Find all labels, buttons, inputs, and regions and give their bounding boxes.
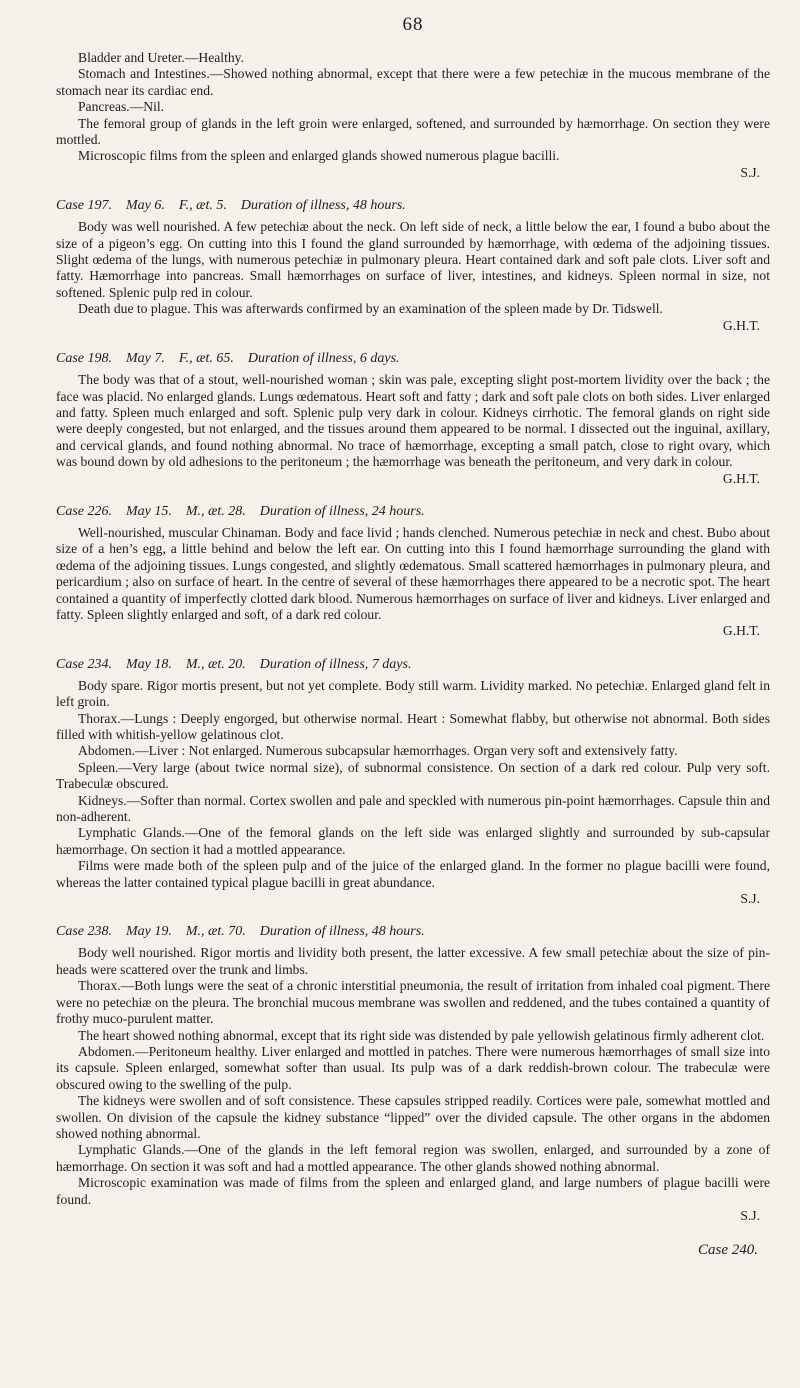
case-duration: Duration of illness, 24 hours. bbox=[259, 503, 425, 519]
case-sex-age: M., æt. 20. bbox=[185, 656, 246, 672]
case-num: Case 198. bbox=[56, 351, 112, 367]
paragraph: Death due to plague. This was afterwards confirmed by an examination of the spleen made by Dr. Tidswell. bbox=[78, 301, 663, 317]
paragraph: The heart showed nothing abnormal, except that its right side was distended by pale yellowish gelatinous firmly adherent clot. bbox=[78, 1027, 765, 1043]
paragraph: The femoral group of glands in the left groin were enlarged, softened, and surrounded by hæmorrhage. On section they were mottled. bbox=[56, 115, 770, 148]
page-body bbox=[56, 50, 770, 1224]
author-initials: S.J. bbox=[740, 1207, 760, 1223]
author-initials: G.H.T. bbox=[722, 623, 760, 639]
next-case-heading: Case 240. bbox=[698, 1242, 758, 1259]
case-date: May 19. bbox=[126, 924, 172, 940]
case-date: May 6. bbox=[126, 198, 165, 214]
case-heading bbox=[56, 350, 770, 368]
author-initials: S.J. bbox=[740, 164, 760, 180]
case-num: Case 234. bbox=[56, 656, 112, 672]
case-sex-age: F., æt. 5. bbox=[178, 198, 227, 214]
author-initials: G.H.T. bbox=[722, 317, 760, 333]
case-duration: Duration of illness, 48 hours. bbox=[259, 924, 425, 940]
paragraph: Body spare. Rigor mortis present, but not yet complete. Body still warm. Lividity marked. No petechiæ. Enlarged gland felt in left groin. bbox=[56, 677, 770, 710]
paragraph: Kidneys.—Softer than normal. Cortex swollen and pale and speckled with numerous pin-point hæmorrhages. Capsule thin and non-adherent. bbox=[56, 792, 770, 825]
case-date: May 7. bbox=[126, 351, 165, 367]
paragraph: Microscopic examination was made of films from the spleen and enlarged gland, and large numbers of plague bacilli were found. bbox=[56, 1175, 770, 1207]
paragraph: Lymphatic Glands.—One of the glands in the left femoral region was swollen, enlarged, and surrounded by a zone of hæmorrhage. On section it was soft and had a mottled appearance. The other glands showed nothing abnormal. bbox=[56, 1142, 770, 1174]
page-number: 68 bbox=[402, 14, 424, 35]
paragraph: Abdomen.—Peritoneum healthy. Liver enlarged and mottled in patches. There were numerous hæmorrhages of small size into its capsule. Spleen enlarged, somewhat softer than usual. Its pulp was of a dark reddish-brown colour. The trabeculæ were obscured owing to the swelling of the pulp. bbox=[56, 1043, 770, 1092]
paragraph: Thorax.—Lungs : Deeply engorged, but otherwise normal. Heart : Somewhat flabby, but otherwise not abnormal. Both sides filled with whitish-yellow gelatinous clot. bbox=[56, 710, 770, 742]
case-date: May 15. bbox=[126, 503, 172, 519]
paragraph: Thorax.—Both lungs were the seat of a chronic interstitial pneumonia, the result of irritation from inhaled coal pigment. There were no petechiæ on the pleura. The bronchial mucous membrane was swollen and reddened, and the tubes contained a quantity of frothy muco-purulent matter. bbox=[56, 978, 770, 1027]
paragraph: Abdomen.—Liver : Not enlarged. Numerous subcapsular hæmorrhages. Organ very soft and extensively fatty. bbox=[78, 743, 678, 759]
author-initials: G.H.T. bbox=[722, 470, 760, 486]
case-sex-age: F., æt. 65. bbox=[178, 351, 234, 367]
document-page bbox=[56, 14, 770, 1259]
paragraph: Microscopic films from the spleen and enlarged glands showed numerous plague bacilli. bbox=[78, 148, 560, 164]
paragraph: Well-nourished, muscular Chinaman. Body and face livid ; hands clenched. Numerous petechiæ in neck and chest. Bubo about size of a hen’s egg, a little behind and below the left ear. On cutting into this I found hæmorrhage surrounding the gland with œdema of the adjoining tissues. Lungs congested, and slightly œdematous. Small scattered hæmorrhages in pulmonary pleura, and pericardium ; also on surface of heart. In the centre of several of these hæmorrhages there appeared to be a necrotic spot. The heart contained a quantity of imperfectly clotted dark blood. Numerous hæmorrhages on surface of liver and kidneys. Liver enlarged and fatty. Spleen slightly enlarged and soft, of a dark red colour. bbox=[56, 524, 770, 622]
case-heading bbox=[56, 503, 770, 521]
paragraph: Bladder and Ureter.—Healthy. bbox=[78, 50, 244, 65]
paragraph: Body well nourished. Rigor mortis and lividity both present, the latter excessive. A few small petechiæ about the size of pin-heads were scattered over the trunk and limbs. bbox=[56, 945, 770, 977]
paragraph: The body was that of a stout, well-nourished woman ; skin was pale, excepting slight post-mortem lividity over the back ; the face was placid. No enlarged glands. Lungs œdematous. Heart soft and fatty ; dark and soft pale clots on both sides. Liver enlarged and fatty. Spleen much enlarged and soft. Splenic pulp very dark in colour. Kidneys cirrhotic. The femoral glands on right side were deeply congested, but not enlarged, and the tissues around them appeared to be normal. I dissected out the inguinal, axillary, and cervical glands, and found nothing abnormal. No trace of hæmorrhage, excepting a small patch, close to right ovary, which was bound down by old adhesions to the peritoneum ; the hæmorrhage was beneath the peritoneum, and very dark in colour. bbox=[56, 372, 770, 470]
paragraph: Spleen.—Very large (about twice normal size), of subnormal consistence. On section of a dark red colour. Pulp very soft. Trabeculæ obscured. bbox=[56, 759, 770, 792]
case-duration: Duration of illness, 48 hours. bbox=[240, 198, 406, 214]
case-date: May 18. bbox=[126, 656, 172, 672]
case-num: Case 197. bbox=[56, 198, 112, 214]
author-initials: S.J. bbox=[740, 891, 760, 907]
case-sex-age: M., æt. 70. bbox=[185, 924, 246, 940]
case-duration: Duration of illness, 7 days. bbox=[259, 656, 412, 672]
case-duration: Duration of illness, 6 days. bbox=[247, 351, 400, 367]
paragraph: Lymphatic Glands.—One of the femoral glands on the left side was enlarged slightly and surrounded by sub-capsular hæmorrhage. On section it had a mottled appearance. bbox=[56, 825, 770, 857]
case-num: Case 238. bbox=[56, 924, 112, 940]
case-heading bbox=[56, 656, 770, 674]
paragraph: The kidneys were swollen and of soft consistence. These capsules stripped readily. Cortices were pale, somewhat mottled and swollen. On division of the capsule the kidney substance “lipped” over the divided capsule. The other organs in the abdomen showed nothing abnormal. bbox=[56, 1093, 770, 1141]
case-num: Case 226. bbox=[56, 503, 112, 519]
case-sex-age: M., æt. 28. bbox=[185, 503, 246, 519]
paragraph: Films were made both of the spleen pulp and of the juice of the enlarged gland. In the former no plague bacilli were found, whereas the latter contained typical plague bacilli in great abundance. bbox=[56, 858, 770, 890]
paragraph: Pancreas.—Nil. bbox=[78, 99, 165, 115]
paragraph: Body was well nourished. A few petechiæ about the neck. On left side of neck, a little below the ear, I found a bubo about the size of a pigeon’s egg. On cutting into this I found the gland surrounded by hæmorrhage, with œdema of the adjoining tissues. Slight œdema of the lungs, with numerous petechiæ in pulmonary pleura. Heart contained dark and soft pale clots. Liver soft and fatty. Hæmorrhage into pancreas. Small hæmorrhages on surface of liver, intestines, and kidneys. Spleen normal in size, not softened. Splenic pulp red in colour. bbox=[56, 219, 770, 300]
case-heading bbox=[56, 197, 770, 215]
case-heading bbox=[56, 923, 770, 941]
paragraph: Stomach and Intestines.—Showed nothing abnormal, except that there were a few petechiæ in the mucous membrane of the stomach near its cardiac end. bbox=[56, 66, 770, 98]
